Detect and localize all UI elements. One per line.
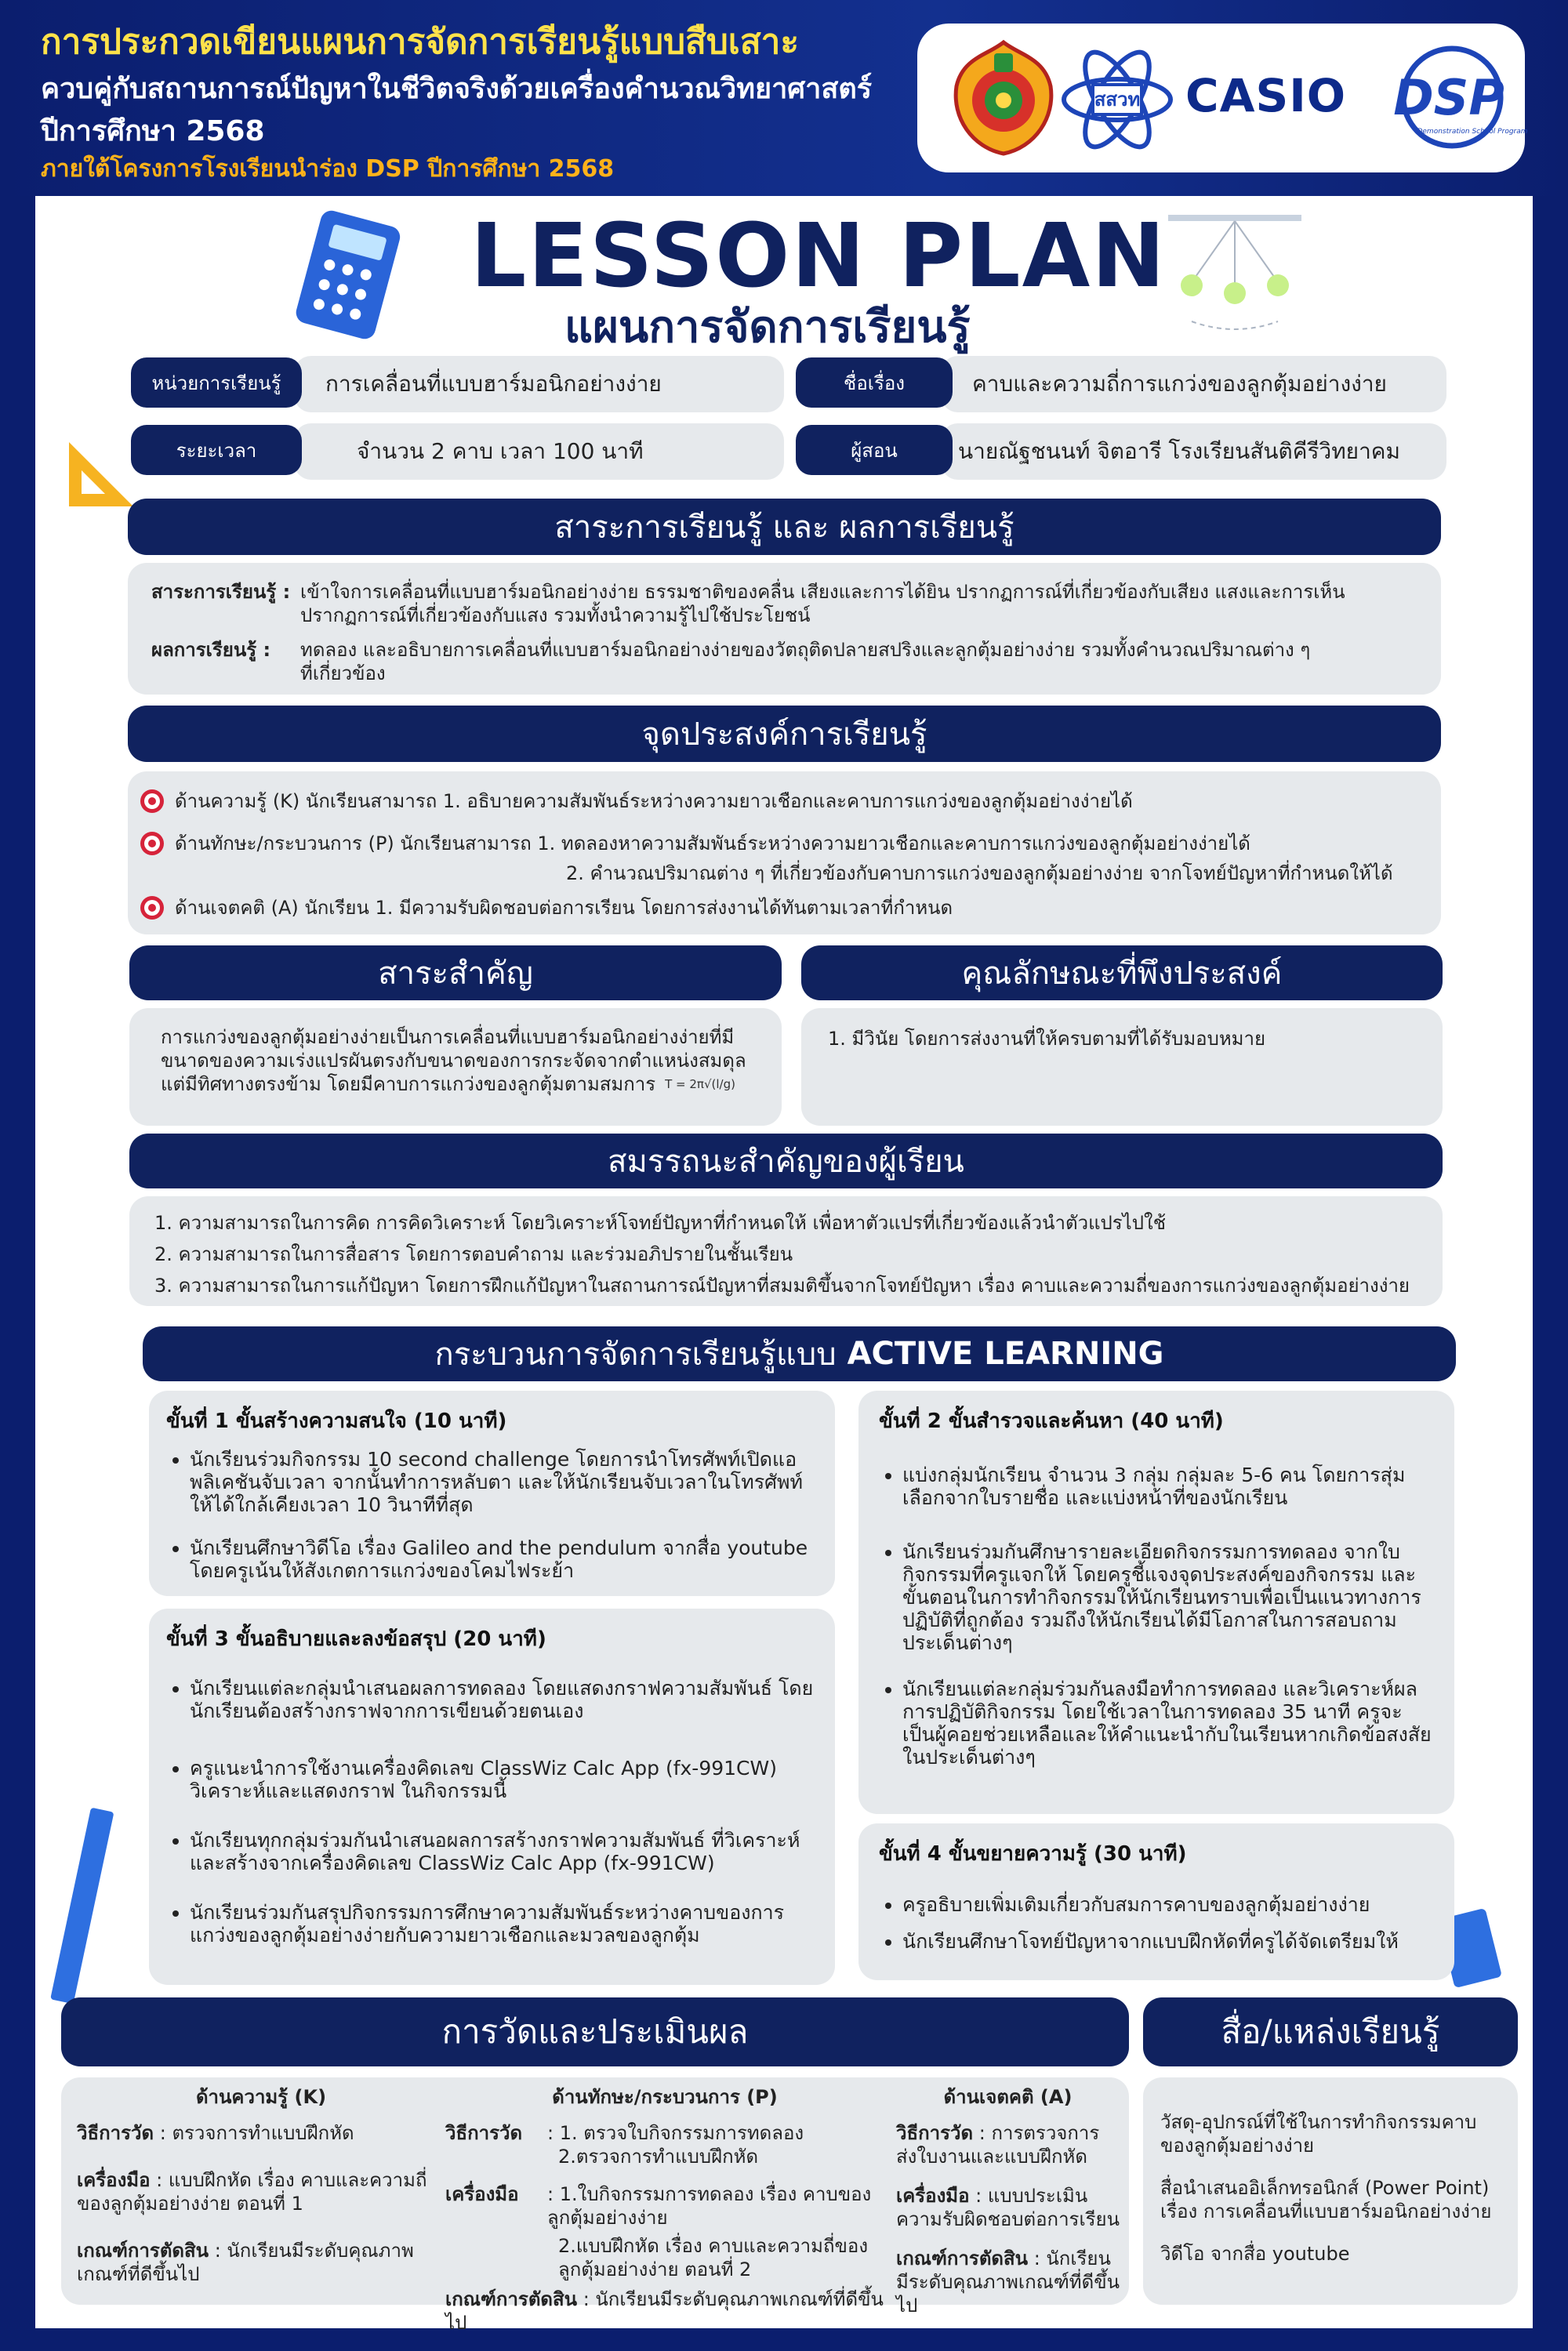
duration-label: ระยะเวลา xyxy=(131,425,302,475)
assessment-p-method-1: : 1. ตรวจใบกิจกรรมการทดลอง xyxy=(547,2122,804,2144)
process-heading-en: ACTIVE LEARNING xyxy=(847,1336,1164,1372)
calculator-icon xyxy=(299,212,401,337)
assessment-k-method: : ตรวจการทำแบบฝึกหัด xyxy=(159,2122,354,2144)
competency-item-3: 3. ความสามารถในการแก้ปัญหา โดยการฝึกแก้ปัญหาในสถานการณ์ปัญหาที่สมมติขึ้นจากโจทย์ปัญหา เรื่อง คาบและความถี่ของการแกว่งของลูกตุ้มอย่างง่าย xyxy=(154,1275,1410,1297)
unit-value: การเคลื่อนที่แบบฮาร์มอนิกอย่างง่าย xyxy=(294,356,784,412)
assessment-a-method-label: วิธีการวัด xyxy=(896,2122,974,2144)
step-4-box xyxy=(858,1823,1454,1980)
assessment-p-tool-1: : 1.ใบกิจกรรมการทดลอง เรื่อง คาบของลูกตุ้มอย่างง่าย xyxy=(547,2183,872,2229)
step-2-title: ขั้นที่ 2 ขั้นสำรวจและค้นหา (40 นาที) xyxy=(879,1410,1224,1433)
dsp-logo-text: DSP xyxy=(1393,69,1504,126)
assessment-a-method: : การตรวจการส่งใบงานและแบบฝึกหัด xyxy=(896,2122,1100,2168)
outcome-text-2: ที่เกี่ยวข้อง xyxy=(300,662,386,684)
contest-title: การประกวดเขียนแผนการจัดการเรียนรู้แบบสืบเสาะ xyxy=(41,22,800,62)
standards-box xyxy=(128,563,1441,695)
assessment-p-tool-2: 2.แบบฝึกหัด เรื่อง คาบและความถี่ของลูกตุ้มอย่างง่าย ตอนที่ 2 xyxy=(558,2235,869,2280)
assessment-p-criteria-label: เกณฑ์การตัดสิน xyxy=(445,2288,578,2310)
step-3-title: ขั้นที่ 3 ขั้นอธิบายและลงข้อสรุป (20 นาที) xyxy=(166,1627,546,1651)
assessment-k-title: ด้านความรู้ (K) xyxy=(195,2086,327,2108)
pendulum-icon xyxy=(1160,212,1309,337)
objective-a xyxy=(139,892,1430,923)
step-2-box xyxy=(858,1391,1454,1814)
assessment-p xyxy=(445,2085,884,2335)
assessment-k-criteria-label: เกณฑ์การตัดสิน xyxy=(77,2240,209,2262)
step-1-box xyxy=(149,1391,835,1596)
target-icon xyxy=(139,788,165,815)
topic-label: ชื่อเรื่อง xyxy=(796,357,953,408)
step-2-bullet-3: • นักเรียนแต่ละกลุ่มร่วมกันลงมือทำการทดลอง และวิเคราะห์ผลการปฏิบัติกิจกรรม โดยใช้เวลาในการทดลอง 35 นาที ครูจะเป็นผู้คอยช่วยเหลือและให้คำแนะนำกับในเรียนหากเกิดข้อสงสัยในประเด็นต่างๆ xyxy=(902,1678,1434,1769)
media-item-3: วิดีโอ จากสื่อ youtube xyxy=(1160,2243,1350,2265)
media-box xyxy=(1143,2077,1518,2305)
project-line: ภายใต้โครงการโรงเรียนนำร่อง DSP ปีการศึกษา 2568 xyxy=(41,155,615,183)
competency-item-1: 1. ความสามารถในการคิด การคิดวิเคราะห์ โดยวิเคราะห์โจทย์ปัญหาที่กำหนดให้ เพื่อหาตัวแปรที่เกี่ยวข้องแล้วนำตัวแปรไปใช้ xyxy=(154,1212,1166,1234)
key-concept-line-1: การแกว่งของลูกตุ้มอย่างง่ายเป็นการเคลื่อนที่แบบฮาร์มอนิกอย่างง่ายที่มี xyxy=(161,1026,735,1048)
target-icon xyxy=(139,894,165,921)
objectives-box xyxy=(128,771,1441,934)
assessment-a-criteria: : นักเรียนมีระดับคุณภาพเกณฑ์ที่ดีขึ้นไป xyxy=(896,2248,1120,2317)
objective-k-text: ด้านความรู้ (K) นักเรียนสามารถ 1. อธิบายความสัมพันธ์ระหว่างความยาวเชือกและคาบการแกว่งของลูกตุ้มอย่างง่ายได้ xyxy=(175,790,1133,812)
characteristic-item-1: 1. มีวินัย โดยการส่งงานที่ให้ครบตามที่ได้รับมอบหมาย xyxy=(828,1028,1265,1050)
academic-year: ปีการศึกษา 2568 xyxy=(41,115,265,147)
step-3-bullet-2: • ครูแนะนำการใช้งานเครื่องคิดเลข ClassWiz Calc App (fx-991CW) วิเคราะห์และแสดงกราฟ ในกิจกรรมนี้ xyxy=(190,1757,818,1802)
ruler-icon xyxy=(47,1803,118,2007)
assessment-k-method-label: วิธีการวัด xyxy=(77,2122,154,2144)
step-1-bullet-2: • นักเรียนศึกษาวิดีโอ เรื่อง Galileo and the pendulum จากสื่อ youtube โดยครูเน้นให้สังเกตการแกว่งของโคมไฟระย้า xyxy=(190,1536,818,1582)
assessment-a-criteria-label: เกณฑ์การตัดสิน xyxy=(896,2248,1029,2269)
assessment-p-method-label: วิธีการวัด xyxy=(445,2122,523,2144)
objective-k xyxy=(139,785,1430,817)
assessment-a-tool-label: เครื่องมือ xyxy=(896,2185,970,2207)
step-3-box xyxy=(149,1609,835,1985)
assessment-a-title: ด้านเจตคติ (A) xyxy=(943,2086,1073,2108)
step-3-bullet-3: • นักเรียนทุกกลุ่มร่วมกันนำเสนอผลการสร้างกราฟความสัมพันธ์ ที่วิเคราะห์และสร้างจากเครื่องคิดเลข ClassWiz Calc App (fx-991CW) xyxy=(190,1829,818,1874)
media-item-1: วัสดุ-อุปกรณ์ที่ใช้ในการทำกิจกรรมคาบของลูกตุ้มอย่างง่าย xyxy=(1160,2111,1477,2157)
assessment-heading: การวัดและประเมินผล xyxy=(61,1997,1129,2066)
teacher-value: นายณัฐชนนท์ จิตอารี โรงเรียนสันติคีรีวิทยาคม xyxy=(941,423,1446,480)
key-concept-line-2: ขนาดของความเร่งแปรผันตรงกับขนาดของการกระจัดจากตำแหน่งสมดุล xyxy=(161,1050,746,1072)
competencies-box xyxy=(129,1196,1443,1306)
content-label: สาระการเรียนรู้ : xyxy=(151,581,291,603)
topic-value: คาบและความถี่การแกว่งของลูกตุ้มอย่างง่าย xyxy=(941,356,1446,412)
competency-item-2: 2. ความสามารถในการสื่อสาร โดยการตอบคำถาม และร่วมอภิปรายในชั้นเรียน xyxy=(154,1243,793,1265)
media-heading: สื่อ/แหล่งเรียนรู้ xyxy=(1143,1997,1518,2066)
lesson-plan-subtitle: แผนการจัดการเรียนรู้ xyxy=(564,302,971,353)
objective-p-text-2: 2. คำนวณปริมาณต่าง ๆ ที่เกี่ยวข้องกับคาบการแกว่งของลูกตุ้มอย่างง่าย จากโจทย์ปัญหาที่กำหนดให้ได้ xyxy=(566,862,1393,884)
assessment-p-method-2: 2.ตรวจการทำแบบฝึกหัด xyxy=(558,2146,759,2168)
standards-heading: สาระการเรียนรู้ และ ผลการเรียนรู้ xyxy=(128,499,1441,555)
assessment-k-tool: : แบบฝึกหัด เรื่อง คาบและความถี่ของลูกตุ้มอย่างง่าย ตอนที่ 1 xyxy=(77,2169,427,2215)
assessment-k xyxy=(77,2085,445,2286)
outcome-text-1: ทดลอง และอธิบายการเคลื่อนที่แบบฮาร์มอนิกอย่างง่ายของวัตถุติดปลายสปริงและลูกตุ้มอย่างง่าย รวมทั้งคำนวณปริมาณต่าง ๆ xyxy=(300,639,1311,661)
key-concept-box xyxy=(129,1008,782,1126)
key-concept-heading: สาระสำคัญ xyxy=(129,945,782,1000)
step-3-bullet-4: • นักเรียนร่วมกันสรุปกิจกรรมการศึกษาความสัมพันธ์ระหว่างคาบของการแกว่งของลูกตุ้มอย่างง่ายกับความยาวเชือกและมวลของลูกตุ้ม xyxy=(190,1901,818,1946)
step-2-bullet-2: • นักเรียนร่วมกันศึกษารายละเอียดกิจกรรมการทดลอง จากใบกิจกรรมที่ครูแจกให้ โดยครูชี้แจงจุดประสงค์ของกิจกรรม และขั้นตอนในการทำกิจกรรมให้นักเรียนทราบเพื่อเป็นแนวทางการปฏิบัติที่ถูกต้อง รวมถึงให้นักเรียนได้มีโอกาสในการสอบถามประเด็นต่างๆ xyxy=(902,1540,1434,1654)
step-4-bullet-1: • ครูอธิบายเพิ่มเติมเกี่ยวกับสมการคาบของลูกตุ้มอย่างง่าย xyxy=(902,1893,1434,1916)
content-row xyxy=(151,580,1417,627)
casio-logo: CASIO xyxy=(1185,69,1347,122)
step-4-title: ขั้นที่ 4 ขั้นขยายความรู้ (30 นาที) xyxy=(879,1842,1187,1866)
assessment-box xyxy=(61,2077,1129,2334)
duration-value: จำนวน 2 คาบ เวลา 100 นาที xyxy=(294,423,784,480)
process-heading-th: กระบวนการจัดการเรียนรู้แบบ xyxy=(434,1337,837,1373)
objectives-heading: จุดประสงค์การเรียนรู้ xyxy=(128,706,1441,762)
ipst-logo-icon xyxy=(1058,41,1176,158)
step-1-bullet-1: • นักเรียนร่วมกิจกรรม 10 second challenge โดยการนำโทรศัพท์เปิดแอพลิเคชันจับเวลา จากนั้นทำการหลับตา และให้นักเรียนจับเวลาในโทรศัพท์ให้ได้ใกล้เคียงเวลา 10 วินาทีที่สุด xyxy=(190,1448,818,1516)
dsp-logo-caption: Demonstration School Program xyxy=(1417,128,1528,136)
dsp-logo-icon xyxy=(1388,41,1528,158)
characteristics-heading: คุณลักษณะที่พึงประสงค์ xyxy=(801,945,1443,1000)
ipst-logo-text: สสวท xyxy=(1094,89,1141,111)
ruler-triangle-icon xyxy=(66,439,136,510)
objective-p-text-1: ด้านทักษะ/กระบวนการ (P) นักเรียนสามารถ 1. ทดลองหาความสัมพันธ์ระหว่างความยาวเชือกและคาบการแกว่งของลูกตุ้มอย่างง่ายได้ xyxy=(175,833,1250,854)
teacher-label: ผู้สอน xyxy=(796,425,953,475)
objective-p xyxy=(139,828,1430,859)
contest-subtitle: ควบคู่กับสถานการณ์ปัญหาในชีวิตจริงด้วยเครื่องคำนวณวิทยาศาสตร์ xyxy=(41,73,873,105)
assessment-p-criteria: : นักเรียนมีระดับคุณภาพเกณฑ์ที่ดีขึ้นไป xyxy=(445,2288,884,2334)
key-concept-line-3: แต่มีทิศทางตรงข้าม โดยมีคาบการแกว่งของลูกตุ้มตามสมการ xyxy=(161,1073,656,1095)
target-icon xyxy=(139,830,165,857)
assessment-k-tool-label: เครื่องมือ xyxy=(77,2169,151,2191)
content-text-1: เข้าใจการเคลื่อนที่แบบฮาร์มอนิกอย่างง่าย ธรรมชาติของคลื่น เสียงและการได้ยิน ปรากฏการณ์ที่เกี่ยวข้องกับเสียง แสงและการเห็น xyxy=(300,581,1345,603)
objective-a-text: ด้านเจตคติ (A) นักเรียน 1. มีความรับผิดชอบต่อการเรียน โดยการส่งงานได้ทันตามเวลาที่กำหนด xyxy=(175,897,953,919)
content-text-2: ปรากฏการณ์ที่เกี่ยวข้องกับแสง รวมทั้งนำความรู้ไปใช้ประโยชน์ xyxy=(300,604,811,626)
logo-panel xyxy=(917,24,1528,172)
step-1-title: ขั้นที่ 1 ขั้นสร้างความสนใจ (10 นาที) xyxy=(166,1410,507,1433)
pendulum-formula: T = 2π√(l/g) xyxy=(665,1077,735,1091)
characteristics-box xyxy=(801,1008,1443,1126)
assessment-k-criteria: : นักเรียนมีระดับคุณภาพเกณฑ์ที่ดีขึ้นไป xyxy=(77,2240,414,2285)
media-item-2: สื่อนำเสนออิเล็กทรอนิกส์ (Power Point) เรื่อง การเคลื่อนที่แบบฮาร์มอนิกอย่างง่าย xyxy=(1160,2177,1492,2222)
step-2-bullet-1: • แบ่งกลุ่มนักเรียน จำนวน 3 กลุ่ม กลุ่มละ 5-6 คน โดยการสุ่มเลือกจากใบรายชื่อ และแบ่งหน้าที่ของนักเรียน xyxy=(902,1464,1434,1509)
process-heading xyxy=(143,1326,1456,1381)
assessment-a xyxy=(896,2085,1120,2317)
school-seal-icon xyxy=(949,39,1058,157)
step-3-bullet-1: • นักเรียนแต่ละกลุ่มนำเสนอผลการทดลอง โดยแสดงกราฟความสัมพันธ์ โดยนักเรียนต้องสร้างกราฟจากการเขียนด้วยตนเอง xyxy=(190,1677,818,1722)
outcome-row xyxy=(151,638,1417,685)
competencies-heading: สมรรถนะสำคัญของผู้เรียน xyxy=(129,1134,1443,1188)
assessment-a-tool: : แบบประเมินความรับผิดชอบต่อการเรียน xyxy=(896,2185,1120,2230)
assessment-p-title: ด้านทักษะ/กระบวนการ (P) xyxy=(552,2086,778,2108)
step-4-bullet-2: • นักเรียนศึกษาโจทย์ปัญหาจากแบบฝึกหัดที่ครูได้จัดเตรียมให้ xyxy=(902,1930,1434,1953)
outcome-label: ผลการเรียนรู้ : xyxy=(151,639,271,661)
unit-label: หน่วยการเรียนรู้ xyxy=(131,357,302,408)
assessment-p-tool-label: เครื่องมือ xyxy=(445,2183,519,2205)
lesson-plan-title: LESSON PLAN xyxy=(470,205,1167,307)
